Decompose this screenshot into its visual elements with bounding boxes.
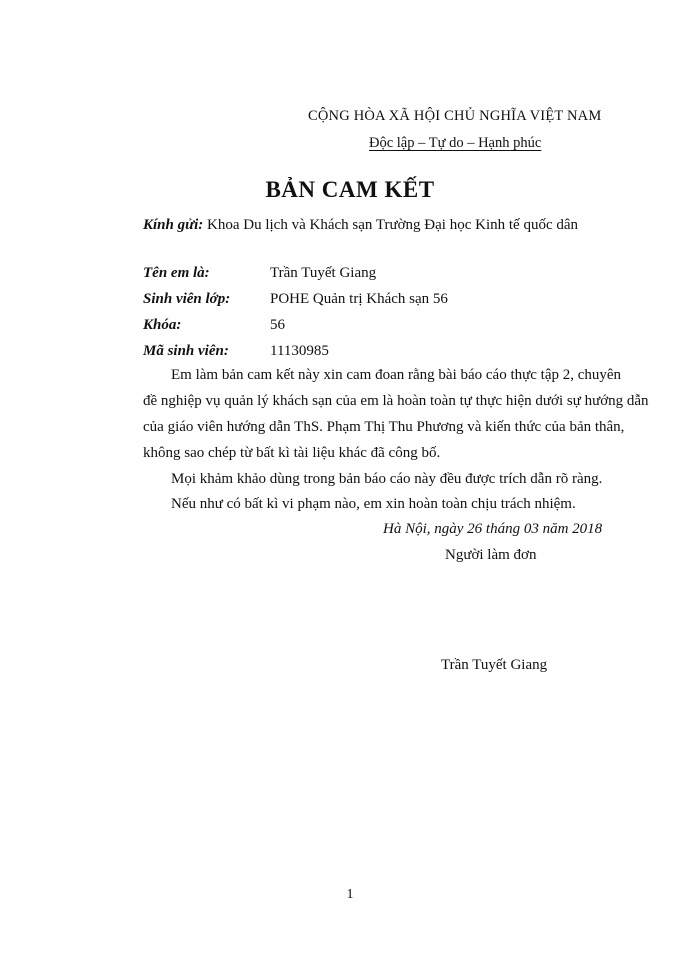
field-label-name: Tên em là: (143, 265, 210, 281)
header-country: CỘNG HÒA XÃ HỘI CHỦ NGHĨA VIỆT NAM (308, 108, 602, 124)
field-label-student-id: Mã sinh viên: (143, 343, 229, 359)
field-value-student-id: 11130985 (270, 343, 329, 359)
page-number: 1 (346, 887, 354, 902)
body-p1-line-4: không sao chép từ bất kì tài liệu khác đã công bố. (143, 445, 441, 461)
recipient-line (143, 217, 578, 234)
recipient-value: Khoa Du lịch và Khách sạn Trường Đại học Kinh tế quốc dân (207, 217, 579, 233)
signature-date: Hà Nội, ngày 26 tháng 03 năm 2018 (383, 521, 603, 537)
field-value-cohort: 56 (270, 317, 285, 333)
signer-name: Trần Tuyết Giang (441, 657, 548, 673)
header-motto: Độc lập – Tự do – Hạnh phúc (369, 135, 542, 151)
field-value-name: Trần Tuyết Giang (270, 265, 377, 281)
body-p1-line-2: đề nghiệp vụ quản lý khách sạn của em là hoàn toàn tự thực hiện dưới sự hướng dẫn (143, 393, 649, 409)
body-p2: Mọi khảm khảo dùng trong bản báo cáo này đều được trích dẫn rõ ràng. (171, 471, 603, 487)
body-p1-line-3: của giáo viên hướng dẫn ThS. Phạm Thị Thu Phương và kiến thức của bản thân, (143, 419, 625, 435)
field-value-class: POHE Quản trị Khách sạn 56 (270, 291, 448, 307)
recipient-label: Kính gửi: (143, 217, 204, 233)
body-p3: Nếu như có bất kì vi phạm nào, em xin hoàn toàn chịu trách nhiệm. (171, 496, 576, 512)
body-p1-line-1: Em làm bản cam kết này xin cam đoan rằng bài báo cáo thực tập 2, chuyên (171, 367, 622, 383)
document-title: BẢN CAM KẾT (265, 177, 435, 202)
field-label-cohort: Khóa: (143, 317, 182, 333)
signer-role: Người làm đơn (445, 547, 537, 563)
field-label-class: Sinh viên lớp: (143, 291, 231, 307)
